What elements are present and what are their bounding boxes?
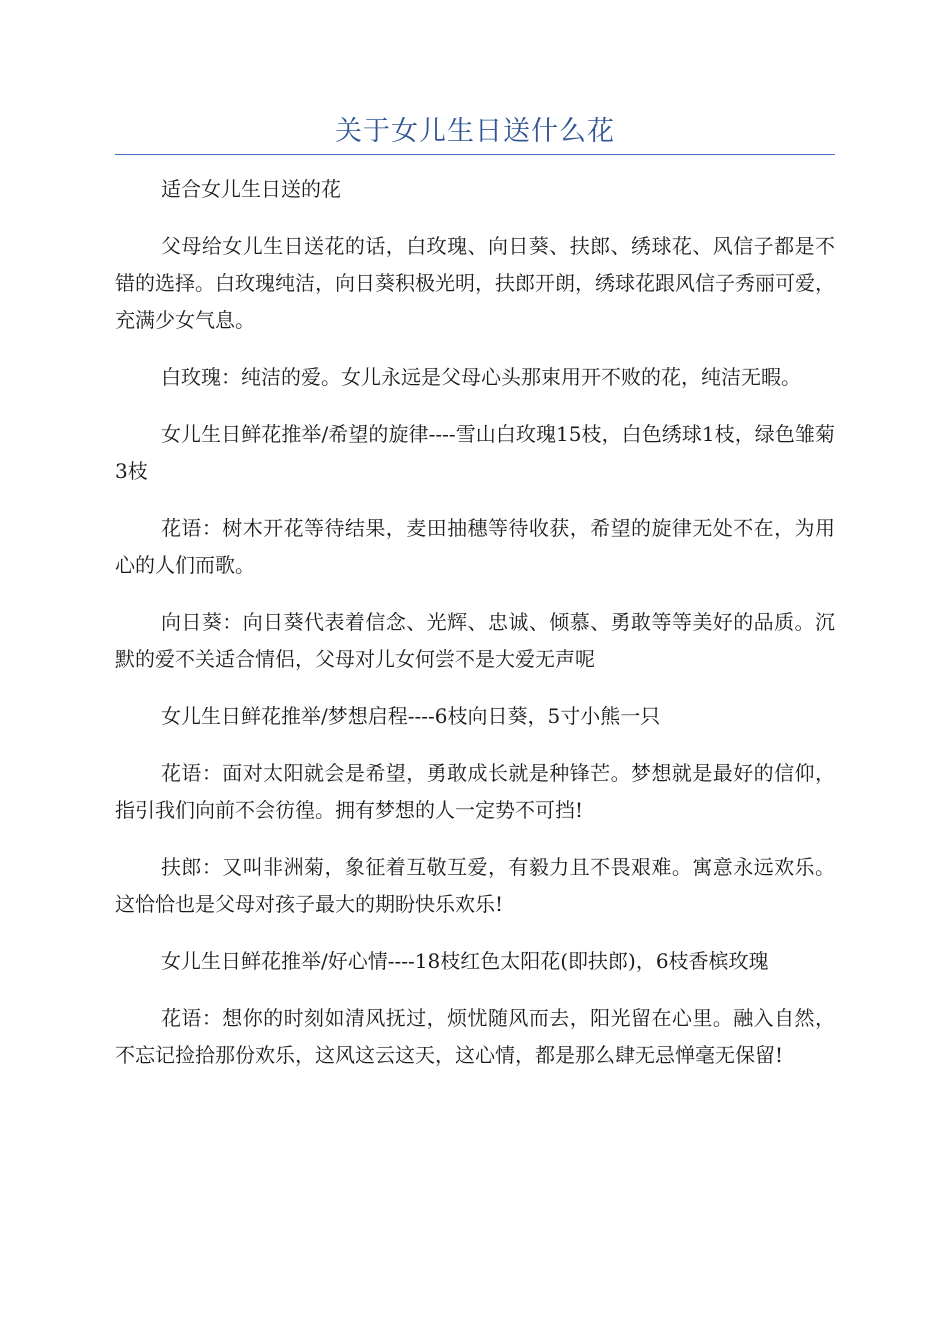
document-body	[115, 171, 835, 1094]
paragraph-flower-language-hope: 花语：树木开花等待结果，麦田抽穗等待收获，希望的旋律无处不在，为用心的人们而歌。	[115, 516, 835, 577]
paragraph-flower-language-dream: 花语：面对太阳就会是希望，勇敢成长就是种锋芒。梦想就是最好的信仰，指引我们向前不会彷徨。拥有梦想的人一定势不可挡!	[115, 761, 835, 822]
paragraph-gerbera: 扶郎：又叫非洲菊，象征着互敬互爱，有毅力且不畏艰难。寓意永远欢乐。这恰恰也是父母对孩子最大的期盼快乐欢乐!	[115, 855, 835, 916]
paragraph-recommend-mood: 女儿生日鲜花推举/好心情----18枝红色太阳花(即扶郎)，6枝香槟玫瑰	[161, 949, 769, 973]
paragraph-intro: 父母给女儿生日送花的话，白玫瑰、向日葵、扶郎、绣球花、风信子都是不错的选择。白玫瑰纯洁，向日葵积极光明，扶郎开朗，绣球花跟风信子秀丽可爱，充满少女气息。	[115, 234, 835, 332]
paragraph-sunflower: 向日葵：向日葵代表着信念、光辉、忠诚、倾慕、勇敢等等美好的品质。沉默的爱不关适合情侣，父母对儿女何尝不是大爱无声呢	[115, 610, 835, 671]
paragraph-heading: 适合女儿生日送的花	[161, 177, 341, 201]
paragraph-recommend-hope: 女儿生日鲜花推举/希望的旋律----雪山白玫瑰15枝，白色绣球1枝，绿色雏菊3枝	[115, 422, 835, 483]
title-underline	[115, 154, 835, 155]
document-title: 关于女儿生日送什么花	[335, 116, 615, 147]
paragraph-flower-language-mood: 花语：想你的时刻如清风抚过，烦忧随风而去，阳光留在心里。融入自然，不忘记捡拾那份欢乐，这风这云这天，这心情，都是那么肆无忌惮毫无保留!	[115, 1006, 835, 1067]
paragraph-recommend-dream: 女儿生日鲜花推举/梦想启程----6枝向日葵，5寸小熊一只	[161, 704, 661, 728]
paragraph-white-rose: 白玫瑰：纯洁的爱。女儿永远是父母心头那束用开不败的花，纯洁无暇。	[161, 365, 801, 389]
